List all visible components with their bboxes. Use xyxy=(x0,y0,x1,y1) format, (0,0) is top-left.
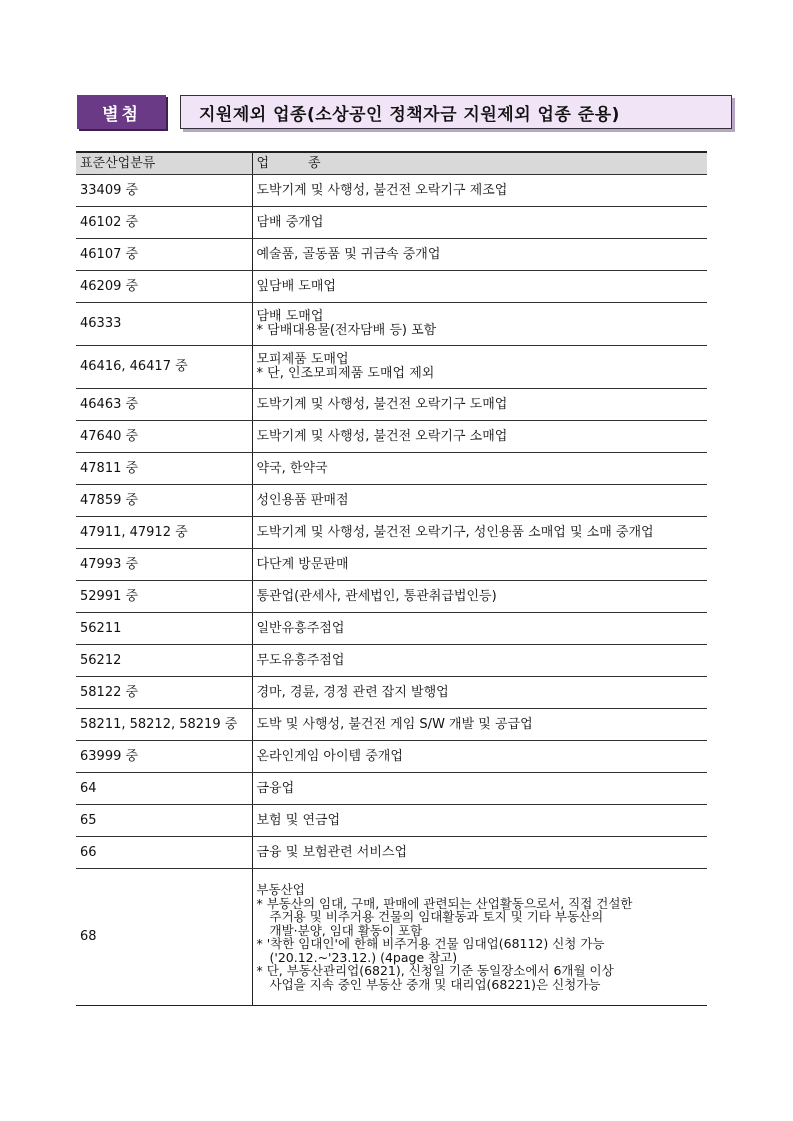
table-row xyxy=(76,549,707,581)
row-code: 66 xyxy=(76,837,252,869)
industry-note: 주거용 및 비주거용 건물의 임대활동과 토지 및 기타 부동산의 xyxy=(269,909,604,924)
industry-line: 부동산업 xyxy=(256,882,305,897)
row-industry xyxy=(252,271,707,303)
excluded-industries-table xyxy=(76,151,707,1006)
row-industry xyxy=(252,549,707,581)
row-code: 63999 중 xyxy=(76,741,252,773)
industry-line: 담배 중개업 xyxy=(256,214,324,230)
row-industry xyxy=(252,837,707,869)
industry-line: 잎담배 도매업 xyxy=(256,278,336,294)
industry-line: 도박 및 사행성, 불건전 게임 S/W 개발 및 공급업 xyxy=(256,716,533,732)
industry-line: 도박기계 및 사행성, 불건전 오락기구 제조업 xyxy=(256,182,508,198)
table-row xyxy=(76,239,707,271)
row-code: 47640 중 xyxy=(76,421,252,453)
row-industry xyxy=(252,677,707,709)
row-industry xyxy=(252,805,707,837)
table-row xyxy=(76,709,707,741)
column-header-code: 표준산업분류 xyxy=(76,152,252,175)
appendix-tag: 별첨 xyxy=(77,95,166,129)
table-row xyxy=(76,389,707,421)
table-row xyxy=(76,271,707,303)
industry-note: 사업을 지속 중인 부동산 중개 및 대리업(68221)은 신청가능 xyxy=(269,976,601,992)
table-row xyxy=(76,453,707,485)
industry-line: 금융 및 보험관련 서비스업 xyxy=(256,844,408,860)
row-code: 46107 중 xyxy=(76,239,252,271)
row-code: 47911, 47912 중 xyxy=(76,517,252,549)
row-code: 64 xyxy=(76,773,252,805)
industry-line: 다단계 방문판매 xyxy=(256,556,349,572)
industry-line: 모피제품 도매업 xyxy=(256,352,349,367)
row-industry xyxy=(252,709,707,741)
industry-line: 통관업(관세사, 관세법인, 통관취급법인등) xyxy=(256,588,497,604)
table-row xyxy=(76,207,707,239)
table-row xyxy=(76,741,707,773)
industry-line: 일반유흥주점업 xyxy=(256,620,345,636)
industry-line: 담배 도매업 xyxy=(256,309,324,324)
row-code: 58122 중 xyxy=(76,677,252,709)
row-code: 46463 중 xyxy=(76,389,252,421)
row-industry xyxy=(252,421,707,453)
row-code: 47993 중 xyxy=(76,549,252,581)
row-industry xyxy=(252,613,707,645)
row-code: 58211, 58212, 58219 중 xyxy=(76,709,252,741)
row-code: 47859 중 xyxy=(76,485,252,517)
row-code: 56211 xyxy=(76,613,252,645)
row-industry xyxy=(252,453,707,485)
industry-note: * 단, 부동산관리업(6821), 신청일 기준 동일장소에서 6개월 이상 xyxy=(256,963,614,978)
row-code: 68 xyxy=(76,869,252,1006)
industry-note: * 단, 인조모피제품 도매업 제외 xyxy=(256,366,435,381)
table-row xyxy=(76,773,707,805)
column-header-industry: 업 종 xyxy=(252,152,707,175)
row-industry xyxy=(252,581,707,613)
industry-line: 보험 및 연금업 xyxy=(256,812,341,828)
industry-line: 도박기계 및 사행성, 불건전 오락기구 소매업 xyxy=(256,428,508,444)
industry-note: ('20.12.~'23.12.) (4page 참고) xyxy=(269,949,458,965)
industry-line: 성인용품 판매점 xyxy=(256,492,349,508)
table-row xyxy=(76,517,707,549)
row-industry xyxy=(252,239,707,271)
row-industry xyxy=(252,346,707,389)
industry-note: * 부동산의 임대, 구매, 판매에 관련되는 산업활동으로서, 직접 건설한 xyxy=(256,895,633,911)
row-industry xyxy=(252,389,707,421)
table-row xyxy=(76,613,707,645)
table-header-row xyxy=(76,152,707,175)
industry-line: 예술품, 골동품 및 귀금속 중개업 xyxy=(256,246,441,262)
row-code: 46209 중 xyxy=(76,271,252,303)
table-row xyxy=(76,346,707,389)
row-industry xyxy=(252,773,707,805)
row-code: 52991 중 xyxy=(76,581,252,613)
industry-note: 개발·분양, 임대 활동이 포함 xyxy=(269,922,423,938)
table-row xyxy=(76,421,707,453)
row-industry xyxy=(252,869,707,1006)
table-row xyxy=(76,303,707,346)
table-row xyxy=(76,175,707,207)
row-code: 65 xyxy=(76,805,252,837)
row-industry xyxy=(252,175,707,207)
industry-line: 도박기계 및 사행성, 불건전 오락기구, 성인용품 소매업 및 소매 중개업 xyxy=(256,524,654,540)
appendix-header xyxy=(77,95,620,131)
industry-line: 약국, 한약국 xyxy=(256,460,328,476)
table-row xyxy=(76,805,707,837)
row-code: 46102 중 xyxy=(76,207,252,239)
industry-note: * 담배대용물(전자담배 등) 포함 xyxy=(256,323,437,338)
industry-line: 온라인게임 아이템 중개업 xyxy=(256,748,403,764)
row-industry xyxy=(252,485,707,517)
row-industry xyxy=(252,741,707,773)
row-industry xyxy=(252,303,707,346)
industry-note: * '착한 임대인'에 한해 비주거용 건물 임대업(68112) 신청 가능 xyxy=(256,936,605,951)
table-row xyxy=(76,837,707,869)
row-industry xyxy=(252,207,707,239)
table-row xyxy=(76,485,707,517)
table-row-68 xyxy=(76,869,707,1006)
row-code: 46333 xyxy=(76,303,252,346)
table-row xyxy=(76,581,707,613)
industry-line: 경마, 경륜, 경정 관련 잡지 발행업 xyxy=(256,684,449,700)
row-code: 56212 xyxy=(76,645,252,677)
table-row xyxy=(76,645,707,677)
page-title: 지원제외 업종(소상공인 정책자금 지원제외 업종 준용) xyxy=(180,95,732,129)
row-industry xyxy=(252,645,707,677)
industry-line: 무도유흥주점업 xyxy=(256,652,345,668)
row-code: 46416, 46417 중 xyxy=(76,346,252,389)
row-code: 33409 중 xyxy=(76,175,252,207)
industry-line: 도박기계 및 사행성, 불건전 오락기구 도매업 xyxy=(256,396,508,412)
table-row xyxy=(76,677,707,709)
row-industry xyxy=(252,517,707,549)
row-code: 47811 중 xyxy=(76,453,252,485)
industry-line: 금융업 xyxy=(256,780,295,796)
